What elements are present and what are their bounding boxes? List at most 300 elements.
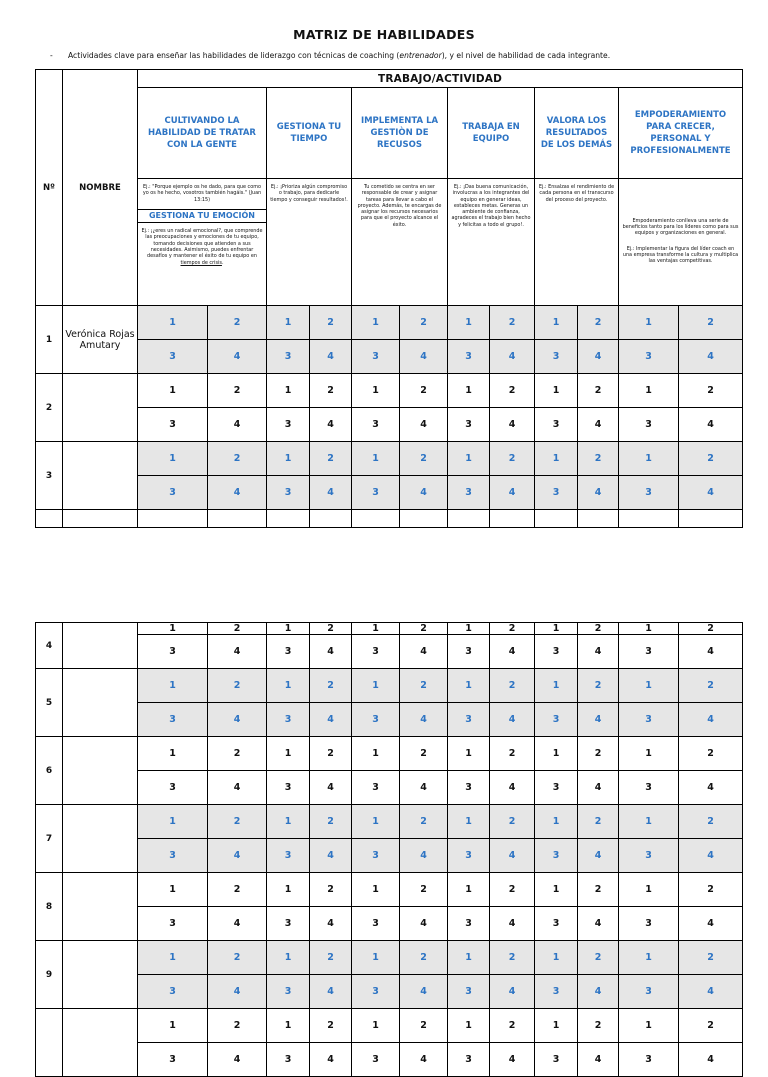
- skill-level-cell[interactable]: 4: [490, 635, 535, 669]
- document-title: MATRIZ DE HABILIDADES: [293, 27, 475, 42]
- skill-level-cell[interactable]: 2: [679, 669, 743, 703]
- skill-level-cell[interactable]: 3: [535, 703, 578, 737]
- skill-level-cell[interactable]: 4: [310, 408, 352, 442]
- skill-header-results: VALORA LOS RESULTADOS DE LOS DEMÁS: [535, 88, 619, 179]
- skill-level-cell[interactable]: 1: [448, 1009, 490, 1043]
- skill-level-cell[interactable]: 1: [448, 374, 490, 408]
- skill-level-cell[interactable]: 1: [619, 941, 679, 975]
- skill-level-cell[interactable]: 4: [310, 771, 352, 805]
- skill-level-cell[interactable]: 4: [208, 476, 267, 510]
- skill-level-cell[interactable]: 3: [352, 1043, 400, 1077]
- skill-level-cell[interactable]: 3: [138, 1043, 208, 1077]
- skill-level-cell[interactable]: 1: [619, 306, 679, 340]
- skill-level-cell[interactable]: 1: [448, 737, 490, 771]
- skill-level-cell[interactable]: 4: [679, 975, 743, 1009]
- skill-level-cell[interactable]: 1: [619, 1009, 679, 1043]
- skill-level-cell[interactable]: 4: [490, 476, 535, 510]
- skill-level-cell[interactable]: 4: [679, 1043, 743, 1077]
- skill-level-cell[interactable]: 1: [352, 623, 400, 635]
- score-row: [36, 669, 743, 703]
- skill-level-cell[interactable]: 1: [619, 623, 679, 635]
- skill-level-cell[interactable]: 4: [208, 907, 267, 941]
- skill-level-cell[interactable]: 4: [679, 907, 743, 941]
- skill-level-cell[interactable]: 1: [138, 805, 208, 839]
- skill-level-cell[interactable]: 4: [400, 635, 448, 669]
- skill-level-cell[interactable]: 3: [448, 771, 490, 805]
- document-subtitle: [50, 51, 760, 60]
- skill-level-cell[interactable]: 1: [352, 669, 400, 703]
- skill-level-cell[interactable]: 4: [310, 839, 352, 873]
- skill-level-cell[interactable]: 3: [267, 703, 310, 737]
- skill-level-cell[interactable]: 2: [490, 374, 535, 408]
- skill-level-cell[interactable]: 2: [208, 306, 267, 340]
- skill-level-cell[interactable]: 2: [310, 941, 352, 975]
- skill-level-cell[interactable]: 1: [138, 669, 208, 703]
- skill-level-cell[interactable]: 2: [490, 1009, 535, 1043]
- skill-level-cell[interactable]: 3: [535, 408, 578, 442]
- score-row: [36, 1043, 743, 1077]
- skill-level-cell[interactable]: 2: [578, 442, 619, 476]
- member-name-cell[interactable]: Verónica Rojas Amutary: [63, 306, 138, 374]
- skill-level-cell[interactable]: 2: [679, 737, 743, 771]
- skill-level-cell[interactable]: 1: [448, 306, 490, 340]
- skill-level-cell[interactable]: 2: [679, 306, 743, 340]
- skill-level-cell[interactable]: 4: [400, 703, 448, 737]
- score-row: [36, 805, 743, 839]
- member-name-cell[interactable]: [63, 805, 138, 873]
- row-number: 8: [36, 873, 63, 941]
- score-row: [36, 635, 743, 669]
- skill-level-cell[interactable]: 1: [352, 442, 400, 476]
- skill-level-cell[interactable]: 1: [619, 737, 679, 771]
- skill-level-cell[interactable]: 4: [310, 907, 352, 941]
- skill-level-cell[interactable]: 2: [490, 669, 535, 703]
- skill-desc-resources: Tu cometido se centra en ser responsable de crear y asignar tareas para llevar a cabo el proyecto. Además, te encargas de asignar los recursos necesarios para que el proyecto alcance el éxito.: [352, 179, 448, 306]
- skill-level-cell[interactable]: 2: [679, 442, 743, 476]
- skill-header-time: GESTIONA TU TIEMPO: [267, 88, 352, 179]
- skill-level-cell[interactable]: 3: [448, 476, 490, 510]
- skill-level-cell[interactable]: 4: [208, 1043, 267, 1077]
- skill-level-cell[interactable]: 4: [400, 1043, 448, 1077]
- skill-level-cell[interactable]: 4: [578, 408, 619, 442]
- skill-level-cell[interactable]: 2: [578, 805, 619, 839]
- skill-level-cell[interactable]: 3: [267, 907, 310, 941]
- skill-level-cell[interactable]: 1: [535, 941, 578, 975]
- skill-level-cell[interactable]: 3: [352, 408, 400, 442]
- skill-level-cell[interactable]: 3: [619, 839, 679, 873]
- skill-level-cell[interactable]: 1: [267, 1009, 310, 1043]
- skill-level-cell[interactable]: 4: [208, 975, 267, 1009]
- skill-level-cell[interactable]: 2: [400, 737, 448, 771]
- skill-level-cell[interactable]: 2: [400, 623, 448, 635]
- skill-level-cell[interactable]: 1: [267, 669, 310, 703]
- skill-level-cell[interactable]: 3: [138, 340, 208, 374]
- skill-level-cell[interactable]: 3: [448, 703, 490, 737]
- score-row: [36, 771, 743, 805]
- skill-level-cell[interactable]: 1: [267, 941, 310, 975]
- skill-level-cell[interactable]: 1: [535, 374, 578, 408]
- skill-level-cell[interactable]: 4: [400, 771, 448, 805]
- skill-level-cell[interactable]: 4: [208, 839, 267, 873]
- skill-level-cell[interactable]: 2: [679, 1009, 743, 1043]
- skill-level-cell[interactable]: 4: [679, 476, 743, 510]
- skill-level-cell[interactable]: 1: [535, 737, 578, 771]
- skill-level-cell[interactable]: 4: [310, 340, 352, 374]
- skill-level-cell[interactable]: 4: [310, 476, 352, 510]
- skill-level-cell[interactable]: 4: [679, 408, 743, 442]
- skill-level-cell[interactable]: 3: [619, 476, 679, 510]
- skill-level-cell[interactable]: 4: [578, 771, 619, 805]
- skill-level-cell[interactable]: 1: [619, 805, 679, 839]
- skill-header-resources: IMPLEMENTA LA GESTIÒN DE RECUSOS: [352, 88, 448, 179]
- skill-header-people: CULTIVANDO LA HABILIDAD DE TRATAR CON LA GENTE: [138, 88, 267, 179]
- row-number: 7: [36, 805, 63, 873]
- skill-level-cell[interactable]: 3: [448, 1043, 490, 1077]
- skill-level-cell[interactable]: 3: [448, 975, 490, 1009]
- skill-desc-time: Ej.: ¡Prioriza algún compromiso o trabajo, para dedicarle tiempo y conseguir resultados!.: [267, 179, 352, 306]
- score-row: [36, 476, 743, 510]
- subtitle-text-italic: entrenador: [399, 51, 442, 60]
- skill-level-cell[interactable]: 1: [267, 737, 310, 771]
- skill-level-cell[interactable]: 2: [208, 623, 267, 635]
- skill-level-cell[interactable]: 2: [400, 805, 448, 839]
- score-row: [36, 442, 743, 476]
- skill-level-cell[interactable]: 1: [619, 669, 679, 703]
- skill-level-cell[interactable]: 3: [448, 408, 490, 442]
- skill-level-cell[interactable]: 3: [138, 907, 208, 941]
- skill-level-cell[interactable]: 4: [679, 771, 743, 805]
- skill-level-cell[interactable]: 4: [208, 703, 267, 737]
- skill-level-cell[interactable]: 1: [535, 623, 578, 635]
- score-row: [36, 873, 743, 907]
- member-name-cell[interactable]: [63, 374, 138, 442]
- skill-level-cell[interactable]: 2: [208, 873, 267, 907]
- skill-level-cell[interactable]: 3: [448, 907, 490, 941]
- member-name-cell[interactable]: [63, 941, 138, 1009]
- skill-level-cell[interactable]: 1: [267, 805, 310, 839]
- skill-level-cell[interactable]: 3: [352, 476, 400, 510]
- skill-level-cell[interactable]: 3: [619, 408, 679, 442]
- skill-level-cell[interactable]: 2: [400, 1009, 448, 1043]
- skill-level-cell[interactable]: 2: [490, 623, 535, 635]
- skill-level-cell[interactable]: 3: [619, 771, 679, 805]
- skill-level-cell[interactable]: 3: [535, 839, 578, 873]
- skill-level-cell[interactable]: 1: [267, 623, 310, 635]
- skill-level-cell[interactable]: 2: [310, 737, 352, 771]
- row-number: 3: [36, 442, 63, 510]
- skill-level-cell[interactable]: 3: [138, 408, 208, 442]
- skill-desc-emotion-text: [141, 228, 263, 266]
- skill-level-cell[interactable]: 3: [535, 771, 578, 805]
- skill-level-cell[interactable]: 2: [578, 1009, 619, 1043]
- skill-level-cell[interactable]: 3: [138, 771, 208, 805]
- skill-level-cell[interactable]: 4: [310, 975, 352, 1009]
- row-number: 6: [36, 737, 63, 805]
- score-row: [36, 408, 743, 442]
- skill-level-cell[interactable]: 2: [490, 873, 535, 907]
- skill-level-cell[interactable]: 2: [400, 374, 448, 408]
- skill-level-cell[interactable]: 1: [138, 873, 208, 907]
- subtitle-text-after: ), y el nivel de habilidad de cada integrante.: [441, 51, 611, 60]
- skill-level-cell[interactable]: 1: [535, 306, 578, 340]
- score-row: [36, 941, 743, 975]
- skill-level-cell[interactable]: 4: [578, 340, 619, 374]
- skill-header-empowerment: EMPODERAMIENTO PARA CRECER, PERSONAL Y PROFESIONALMENTE: [619, 88, 743, 179]
- skill-header-teamwork: TRABAJA EN EQUIPO: [448, 88, 535, 179]
- skill-level-cell[interactable]: 1: [535, 1009, 578, 1043]
- skill-level-cell[interactable]: 3: [352, 771, 400, 805]
- skill-level-cell[interactable]: 4: [208, 408, 267, 442]
- skill-level-cell[interactable]: 2: [310, 873, 352, 907]
- skill-level-cell[interactable]: 4: [578, 839, 619, 873]
- skill-level-cell[interactable]: 3: [448, 839, 490, 873]
- skill-desc-results: Ej.: Ensalzas el rendimiento de cada persona en el transcurso del proceso del proyecto.: [535, 179, 619, 306]
- skill-level-cell[interactable]: 1: [138, 941, 208, 975]
- skill-level-cell[interactable]: 1: [535, 669, 578, 703]
- skill-level-cell[interactable]: 2: [208, 1009, 267, 1043]
- skill-subheader-emotion: GESTIONA TU EMOCIÓN: [138, 209, 266, 223]
- skill-level-cell[interactable]: 3: [535, 476, 578, 510]
- skill-level-cell[interactable]: 4: [490, 1043, 535, 1077]
- skill-level-cell[interactable]: 3: [267, 1043, 310, 1077]
- skill-level-cell[interactable]: 4: [310, 1043, 352, 1077]
- skill-level-cell[interactable]: 1: [448, 669, 490, 703]
- skill-level-cell[interactable]: 4: [400, 476, 448, 510]
- skill-level-cell[interactable]: 2: [400, 669, 448, 703]
- skill-level-cell[interactable]: 2: [490, 805, 535, 839]
- skill-level-cell[interactable]: 3: [619, 703, 679, 737]
- skill-level-cell[interactable]: 3: [619, 1043, 679, 1077]
- skill-level-cell[interactable]: 3: [267, 975, 310, 1009]
- skill-desc-empowerment-example: Ej.: Implementar la figura del líder coach en una empresa transforme la cultura y multiplica las ventajas competitivas.: [622, 245, 739, 265]
- skill-level-cell[interactable]: 2: [310, 623, 352, 635]
- skill-level-cell[interactable]: 1: [267, 374, 310, 408]
- skill-level-cell[interactable]: 4: [490, 907, 535, 941]
- skill-level-cell[interactable]: 4: [679, 703, 743, 737]
- skill-level-cell[interactable]: 4: [400, 907, 448, 941]
- skill-level-cell[interactable]: 1: [138, 374, 208, 408]
- member-name-cell[interactable]: [63, 1009, 138, 1077]
- row-number: 2: [36, 374, 63, 442]
- skill-level-cell[interactable]: 4: [208, 340, 267, 374]
- skill-level-cell[interactable]: 3: [267, 476, 310, 510]
- skill-level-cell[interactable]: 2: [490, 306, 535, 340]
- skill-level-cell[interactable]: 3: [267, 839, 310, 873]
- skill-level-cell[interactable]: 1: [448, 873, 490, 907]
- bullet-dash: -: [50, 51, 53, 60]
- skill-level-cell[interactable]: 4: [578, 907, 619, 941]
- skill-level-cell[interactable]: 3: [619, 340, 679, 374]
- skill-level-cell[interactable]: 1: [619, 442, 679, 476]
- skill-level-cell[interactable]: 4: [208, 771, 267, 805]
- skill-desc-teamwork: Ej.: ¡Das buena comunicación, involucras a los integrantes del equipo en generar ideas, estableces metas. Generas un ambiente de confianza, agradeces el trabajo bien hecho y felicitas a todo el grupo!.: [448, 179, 535, 306]
- emotion-text-underlined: tiempos de crisis: [180, 259, 222, 266]
- skill-level-cell[interactable]: 2: [400, 941, 448, 975]
- skill-level-cell[interactable]: 3: [352, 340, 400, 374]
- skill-level-cell[interactable]: 3: [535, 635, 578, 669]
- score-row: [36, 340, 743, 374]
- skill-level-cell[interactable]: 4: [400, 975, 448, 1009]
- skill-level-cell[interactable]: 3: [267, 635, 310, 669]
- skill-level-cell[interactable]: 3: [535, 340, 578, 374]
- skill-level-cell[interactable]: 4: [578, 703, 619, 737]
- skill-level-cell[interactable]: 1: [267, 873, 310, 907]
- skill-level-cell[interactable]: 3: [535, 1043, 578, 1077]
- skill-level-cell[interactable]: 4: [578, 975, 619, 1009]
- skill-level-cell[interactable]: 2: [578, 623, 619, 635]
- score-row: [36, 737, 743, 771]
- number-column-header: Nº: [36, 70, 63, 306]
- skill-level-cell[interactable]: 2: [578, 374, 619, 408]
- skill-level-cell[interactable]: 3: [267, 408, 310, 442]
- skill-level-cell[interactable]: 1: [352, 374, 400, 408]
- skill-level-cell[interactable]: 4: [400, 340, 448, 374]
- skill-level-cell[interactable]: 2: [208, 805, 267, 839]
- skill-level-cell[interactable]: 4: [578, 476, 619, 510]
- skill-level-cell[interactable]: 1: [535, 873, 578, 907]
- skill-level-cell[interactable]: 3: [138, 703, 208, 737]
- skill-level-cell[interactable]: 1: [138, 623, 208, 635]
- skill-level-cell[interactable]: 4: [400, 408, 448, 442]
- skill-level-cell[interactable]: 3: [138, 975, 208, 1009]
- skill-level-cell[interactable]: 1: [448, 442, 490, 476]
- skill-level-cell[interactable]: 3: [352, 907, 400, 941]
- skill-level-cell[interactable]: 1: [619, 374, 679, 408]
- skill-level-cell[interactable]: 3: [448, 340, 490, 374]
- skill-level-cell[interactable]: 4: [578, 635, 619, 669]
- skill-level-cell[interactable]: 4: [490, 703, 535, 737]
- skill-level-cell[interactable]: 1: [448, 805, 490, 839]
- skill-level-cell[interactable]: 3: [619, 975, 679, 1009]
- skill-level-cell[interactable]: 3: [138, 839, 208, 873]
- skill-level-cell[interactable]: 2: [490, 442, 535, 476]
- skill-desc-people: [138, 179, 267, 306]
- skill-level-cell[interactable]: 2: [578, 306, 619, 340]
- skill-level-cell[interactable]: 2: [578, 669, 619, 703]
- skill-level-cell[interactable]: 4: [490, 340, 535, 374]
- skill-level-cell[interactable]: 2: [490, 737, 535, 771]
- skill-level-cell[interactable]: 2: [310, 1009, 352, 1043]
- skill-level-cell[interactable]: 1: [138, 442, 208, 476]
- skill-desc-people-text: Ej.: "Porque ejemplo os he dado, para que como yo os he hecho, vosotros también hagáis." (Juan 13:15): [142, 184, 262, 203]
- skill-level-cell[interactable]: 2: [310, 442, 352, 476]
- skill-level-cell[interactable]: 2: [310, 805, 352, 839]
- skill-level-cell[interactable]: 1: [535, 442, 578, 476]
- skill-level-cell[interactable]: 1: [535, 805, 578, 839]
- skill-level-cell[interactable]: 1: [352, 941, 400, 975]
- skill-level-cell[interactable]: 2: [679, 941, 743, 975]
- skill-level-cell[interactable]: 4: [490, 408, 535, 442]
- skill-level-cell[interactable]: 4: [679, 340, 743, 374]
- skill-level-cell[interactable]: 3: [448, 635, 490, 669]
- skill-level-cell[interactable]: 2: [400, 873, 448, 907]
- skill-level-cell[interactable]: 1: [352, 805, 400, 839]
- skill-level-cell[interactable]: 2: [578, 941, 619, 975]
- skill-level-cell[interactable]: 1: [619, 873, 679, 907]
- skill-level-cell[interactable]: 3: [352, 839, 400, 873]
- empty-row: [36, 510, 743, 528]
- member-name-cell[interactable]: [63, 873, 138, 941]
- skill-level-cell[interactable]: 1: [352, 737, 400, 771]
- skill-level-cell[interactable]: 2: [208, 941, 267, 975]
- skill-level-cell[interactable]: 2: [400, 306, 448, 340]
- skill-level-cell[interactable]: 1: [448, 623, 490, 635]
- score-row: [36, 306, 743, 340]
- skill-level-cell[interactable]: 2: [310, 669, 352, 703]
- skill-level-cell[interactable]: 3: [138, 476, 208, 510]
- skill-level-cell[interactable]: 2: [400, 442, 448, 476]
- skill-level-cell[interactable]: 4: [310, 635, 352, 669]
- row-number: [36, 1009, 63, 1077]
- skill-level-cell[interactable]: 3: [267, 771, 310, 805]
- member-name-cell[interactable]: [63, 442, 138, 510]
- skill-level-cell[interactable]: 4: [490, 975, 535, 1009]
- member-name-cell[interactable]: [63, 737, 138, 805]
- skill-level-cell[interactable]: 3: [619, 907, 679, 941]
- skill-level-cell[interactable]: 3: [352, 635, 400, 669]
- skill-level-cell[interactable]: 2: [208, 669, 267, 703]
- skill-level-cell[interactable]: 4: [679, 839, 743, 873]
- work-activity-header: TRABAJO/ACTIVIDAD: [138, 70, 743, 88]
- skills-matrix-table-top: [35, 69, 743, 528]
- skills-matrix-table-bottom: [35, 622, 743, 1077]
- skill-desc-empowerment: [619, 179, 743, 306]
- skill-level-cell[interactable]: 4: [490, 771, 535, 805]
- skill-level-cell[interactable]: 2: [208, 737, 267, 771]
- skill-level-cell[interactable]: 4: [310, 703, 352, 737]
- skill-level-cell[interactable]: 2: [679, 873, 743, 907]
- member-name-cell[interactable]: [63, 669, 138, 737]
- skill-level-cell[interactable]: 1: [352, 306, 400, 340]
- skill-level-cell[interactable]: 1: [138, 737, 208, 771]
- skill-level-cell[interactable]: 4: [208, 635, 267, 669]
- skill-level-cell[interactable]: 1: [138, 1009, 208, 1043]
- skill-level-cell[interactable]: 2: [679, 374, 743, 408]
- skill-level-cell[interactable]: 2: [310, 306, 352, 340]
- skill-level-cell[interactable]: 1: [138, 306, 208, 340]
- emotion-text-before: Ej.: ¡¿eres un radical emocional?, que comprende las preocupaciones y emociones de tu equipo, tomando decisiones que atienden a sus necesidades. Asimismo, puedes enfrentar desafíos y mantener el éxito de tu equipo en: [141, 228, 263, 260]
- skill-level-cell[interactable]: 1: [448, 941, 490, 975]
- skill-level-cell[interactable]: 4: [679, 635, 743, 669]
- skill-level-cell[interactable]: 2: [490, 941, 535, 975]
- skill-level-cell[interactable]: 3: [352, 975, 400, 1009]
- skill-level-cell[interactable]: 4: [400, 839, 448, 873]
- skill-level-cell[interactable]: 2: [310, 374, 352, 408]
- emotion-text-after: .: [221, 259, 224, 266]
- skill-level-cell[interactable]: 1: [267, 442, 310, 476]
- skill-level-cell[interactable]: 3: [535, 907, 578, 941]
- skill-level-cell[interactable]: 1: [267, 306, 310, 340]
- skill-level-cell[interactable]: 3: [352, 703, 400, 737]
- skill-level-cell[interactable]: 3: [138, 635, 208, 669]
- name-column-header: NOMBRE: [63, 70, 138, 306]
- skill-level-cell[interactable]: 1: [352, 873, 400, 907]
- skill-desc-empowerment-text: Empoderamiento conlleva una serie de beneficios tanto para los líderes como para sus equipos y organizaciones en general.: [622, 217, 739, 237]
- skill-level-cell[interactable]: 2: [208, 374, 267, 408]
- member-name-cell[interactable]: [63, 623, 138, 669]
- skill-level-cell[interactable]: 2: [578, 737, 619, 771]
- skill-level-cell[interactable]: 3: [619, 635, 679, 669]
- skill-level-cell[interactable]: 3: [535, 975, 578, 1009]
- skill-level-cell[interactable]: 2: [679, 805, 743, 839]
- skill-level-cell[interactable]: 2: [208, 442, 267, 476]
- skill-level-cell[interactable]: 2: [578, 873, 619, 907]
- skill-level-cell[interactable]: 3: [267, 340, 310, 374]
- skill-level-cell[interactable]: 1: [352, 1009, 400, 1043]
- skill-level-cell[interactable]: 4: [490, 839, 535, 873]
- skill-level-cell[interactable]: 4: [578, 1043, 619, 1077]
- skill-level-cell[interactable]: 2: [679, 623, 743, 635]
